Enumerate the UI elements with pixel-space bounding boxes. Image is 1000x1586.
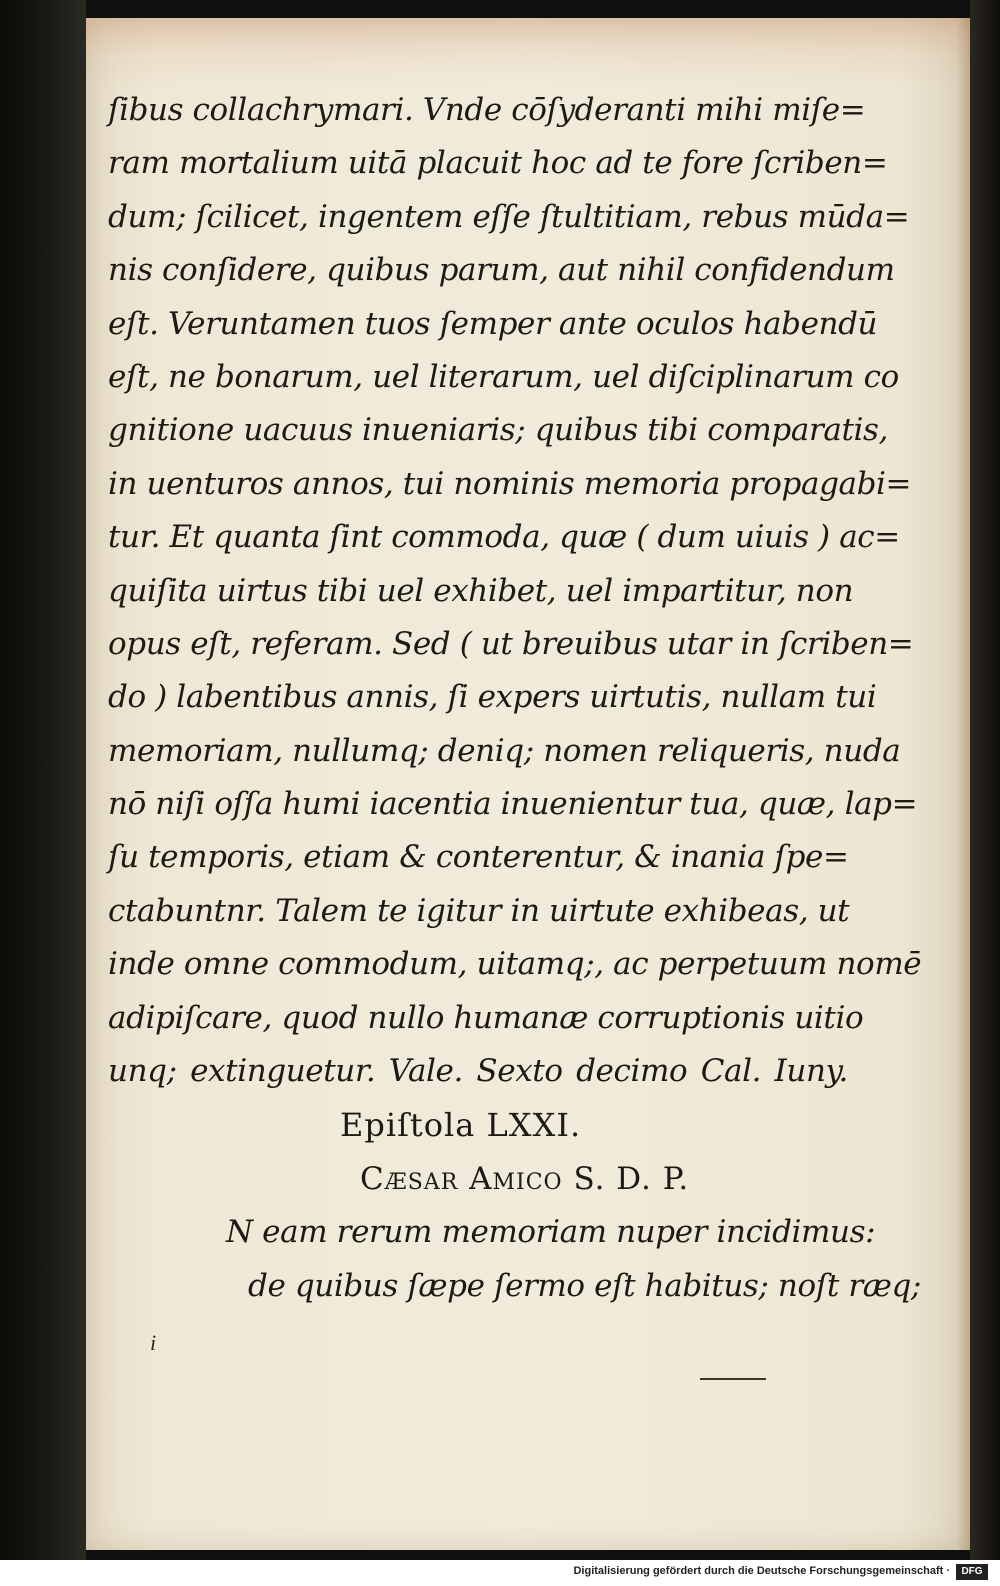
text-line-closing: unq; extinguetur. Vale. Sexto decimo Cal. Iuny. <box>108 1053 848 1090</box>
text-line: do ) labentibus annis, ſi expers uirtutis, nullam tui <box>108 679 877 716</box>
text-line: quiſita uirtus tibi uel exhibet, uel impartitur, non <box>108 572 854 609</box>
letter-heading: Epiſtola LXXI. <box>340 1106 582 1145</box>
text-line: in uenturos annos, tui nominis memoria propagabi= <box>108 465 912 502</box>
text-line: nō niſi oſſa humi iacentia inuenientur tua, quæ, lap= <box>108 786 918 823</box>
page-stain <box>86 18 970 88</box>
text-line: N eam rerum memoriam nuper incidimus: <box>226 1214 876 1251</box>
footer-bar <box>0 1560 1000 1586</box>
text-line: ctabuntnr. Talem te igitur in uirtute exhibeas, ut <box>108 892 850 929</box>
text-line: nis conſidere, quibus parum, aut nihil confidendum <box>108 252 895 289</box>
letter-salutation: Cæſar Amico S. D. P. <box>360 1161 690 1198</box>
letter-text <box>108 84 922 1313</box>
text-line: gnitione uacuus inueniaris; quibus tibi comparatis, <box>108 412 888 449</box>
text-line: adipiſcare, quod nullo humanæ corruptionis uitio <box>108 999 864 1036</box>
marginal-mark: i <box>150 1330 157 1355</box>
book-binding-edge <box>970 0 1000 1560</box>
text-line: ſibus collachrymari. Vnde cōſyderanti mihi miſe= <box>108 92 866 128</box>
text-line: eſt, ne bonarum, uel literarum, uel diſciplinarum co <box>108 358 899 395</box>
text-line: eſt. Veruntamen tuos ſemper ante oculos habendū <box>108 305 878 342</box>
facing-page-shadow <box>0 0 86 1560</box>
text-line: ſu temporis, etiam & conterentur, & inania ſpe= <box>108 839 849 876</box>
text-line: inde omne commodum, uitamq;, ac perpetuum nomē <box>108 946 922 983</box>
text-line: dum; ſcilicet, ingentem eſſe ſtultitiam, rebus mūda= <box>108 198 910 235</box>
text-line: tur. Et quanta ſint commoda, quæ ( dum uiuis ) ac= <box>108 519 900 556</box>
catchword-rule <box>700 1378 766 1380</box>
page-edge <box>956 18 970 1550</box>
text-line: memoriam, nullumq; deniq; nomen reliqueris, nuda <box>108 732 901 769</box>
dfg-logo: DFG <box>956 1564 988 1580</box>
text-line: ram mortalium uitā placuit hoc ad te fore ſcriben= <box>108 145 888 182</box>
text-line: opus eſt, referam. Sed ( ut breuibus utar in ſcriben= <box>108 625 914 662</box>
footer-credit: Digitalisierung gefördert durch die Deutsche Forschungsgemeinschaft · <box>573 1565 950 1577</box>
text-line: de quibus ſæpe ſermo eſt habitus; noſt ræq; <box>248 1267 921 1304</box>
